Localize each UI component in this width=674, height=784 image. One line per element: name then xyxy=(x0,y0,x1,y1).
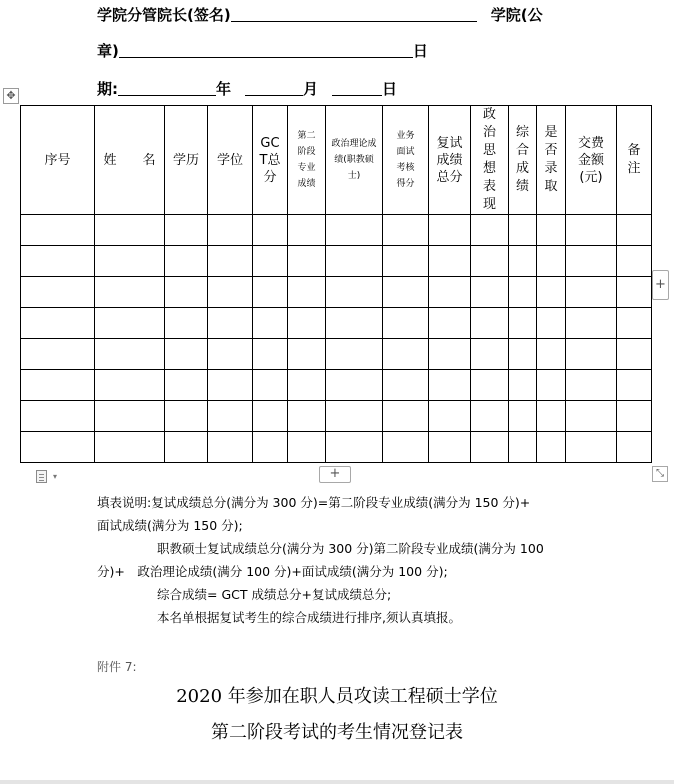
table-cell[interactable] xyxy=(383,215,429,246)
table-cell[interactable] xyxy=(617,370,652,401)
table-cell[interactable] xyxy=(288,246,326,277)
document-options-icon[interactable] xyxy=(36,470,47,483)
table-cell[interactable] xyxy=(208,432,253,463)
header-political-performance[interactable] xyxy=(471,106,509,215)
table-cell[interactable] xyxy=(253,246,288,277)
table-cell[interactable] xyxy=(253,370,288,401)
table-cell[interactable] xyxy=(566,308,617,339)
table-cell[interactable] xyxy=(165,277,208,308)
table-cell[interactable] xyxy=(617,277,652,308)
table-row xyxy=(21,401,652,432)
add-column-button[interactable]: + xyxy=(652,270,669,300)
table-cell[interactable] xyxy=(509,246,537,277)
table-cell[interactable] xyxy=(253,432,288,463)
header-gct[interactable] xyxy=(253,106,288,215)
table-cell[interactable] xyxy=(566,401,617,432)
table-cell[interactable] xyxy=(471,432,509,463)
table-cell[interactable] xyxy=(95,370,165,401)
table-cell[interactable] xyxy=(566,370,617,401)
table-cell[interactable] xyxy=(326,277,383,308)
table-cell[interactable] xyxy=(509,339,537,370)
note-line-3: 职教硕士复试成绩总分(满分为 300 分)第二阶段专业成绩(满分为 100 xyxy=(157,541,544,556)
table-cell[interactable] xyxy=(383,246,429,277)
table-cell[interactable] xyxy=(288,432,326,463)
table-cell[interactable] xyxy=(326,401,383,432)
table-cell[interactable] xyxy=(429,339,471,370)
registration-table xyxy=(20,105,652,463)
table-cell[interactable] xyxy=(537,401,566,432)
table-cell[interactable] xyxy=(566,277,617,308)
table-cell[interactable] xyxy=(383,432,429,463)
table-cell[interactable] xyxy=(537,277,566,308)
note-line-4: 分)+ 政治理论成绩(满分 100 分)+面试成绩(满分为 100 分); xyxy=(97,564,448,579)
table-cell[interactable] xyxy=(383,370,429,401)
header-name[interactable] xyxy=(95,106,165,215)
table-move-icon[interactable]: ✥ xyxy=(3,88,19,104)
table-cell[interactable] xyxy=(566,215,617,246)
table-cell[interactable] xyxy=(288,308,326,339)
header-gct-text: GCT总分 xyxy=(259,135,281,185)
table-cell[interactable] xyxy=(509,401,537,432)
table-cell[interactable] xyxy=(165,215,208,246)
table-cell[interactable] xyxy=(429,277,471,308)
table-row xyxy=(21,215,652,246)
chevron-down-icon[interactable]: ▾ xyxy=(53,472,58,481)
table-resize-icon[interactable]: ⤡ xyxy=(652,466,668,482)
table-cell[interactable] xyxy=(509,277,537,308)
header-composite[interactable] xyxy=(509,106,537,215)
dean-signature-line xyxy=(97,4,543,25)
table-row xyxy=(21,370,652,401)
table-cell[interactable] xyxy=(537,432,566,463)
table-cell[interactable] xyxy=(326,339,383,370)
table-cell[interactable] xyxy=(537,246,566,277)
header-remarks-text: 备注 xyxy=(627,143,641,176)
table-cell[interactable] xyxy=(288,401,326,432)
table-header-row xyxy=(21,106,652,215)
table-cell[interactable] xyxy=(165,246,208,277)
month-label: 月 xyxy=(303,80,319,98)
table-cell[interactable] xyxy=(471,277,509,308)
table-cell[interactable] xyxy=(21,215,95,246)
table-cell[interactable] xyxy=(95,401,165,432)
table-cell[interactable] xyxy=(429,370,471,401)
table-row xyxy=(21,277,652,308)
table-cell[interactable] xyxy=(617,308,652,339)
header-admitted[interactable] xyxy=(537,106,566,215)
table-cell[interactable] xyxy=(429,401,471,432)
table-cell[interactable] xyxy=(566,432,617,463)
table-cell[interactable] xyxy=(21,401,95,432)
table-cell[interactable] xyxy=(95,308,165,339)
table-cell[interactable] xyxy=(288,339,326,370)
table-cell[interactable] xyxy=(429,246,471,277)
table-cell[interactable] xyxy=(537,370,566,401)
table-cell[interactable] xyxy=(288,370,326,401)
header-fee-text: 交费金额(元) xyxy=(577,135,604,185)
table-cell[interactable] xyxy=(509,432,537,463)
header-degree[interactable] xyxy=(208,106,253,215)
header-seq-text: 序号 xyxy=(44,152,71,168)
table-cell[interactable] xyxy=(165,370,208,401)
table-cell[interactable] xyxy=(208,308,253,339)
header-interview-text: 业务面试考核得分 xyxy=(396,131,415,189)
header-interview[interactable] xyxy=(383,106,429,215)
table-cell[interactable] xyxy=(208,277,253,308)
college-seal-label: 学院(公 xyxy=(490,6,543,24)
table-row xyxy=(21,246,652,277)
table-cell[interactable] xyxy=(326,215,383,246)
table-cell[interactable] xyxy=(617,246,652,277)
form-title-line-1: 2020 年参加在职人员攻读工程硕士学位 xyxy=(176,686,498,707)
header-stage2-text: 第二阶段专业成绩 xyxy=(297,131,316,189)
table-cell[interactable] xyxy=(21,277,95,308)
table-cell[interactable] xyxy=(566,339,617,370)
seal-blank[interactable] xyxy=(119,42,413,58)
table-cell[interactable] xyxy=(617,432,652,463)
table-cell[interactable] xyxy=(95,432,165,463)
header-retest-total[interactable] xyxy=(429,106,471,215)
header-education-text: 学历 xyxy=(172,152,199,168)
table-cell[interactable] xyxy=(326,246,383,277)
date-prefix: 期: xyxy=(97,80,118,98)
table-cell[interactable] xyxy=(165,432,208,463)
year-blank[interactable] xyxy=(118,80,216,96)
add-row-button[interactable]: + xyxy=(319,466,351,483)
table-cell[interactable] xyxy=(95,339,165,370)
table-cell[interactable] xyxy=(429,215,471,246)
table-cell[interactable] xyxy=(208,215,253,246)
table-cell[interactable] xyxy=(253,339,288,370)
header-stage2[interactable] xyxy=(288,106,326,215)
day-blank[interactable] xyxy=(332,80,382,96)
table-cell[interactable] xyxy=(326,308,383,339)
table-cell[interactable] xyxy=(208,246,253,277)
table-cell[interactable] xyxy=(383,277,429,308)
table-cell[interactable] xyxy=(429,432,471,463)
table-cell[interactable] xyxy=(21,370,95,401)
note-line-1: 填表说明:复试成绩总分(满分为 300 分)=第二阶段专业成绩(满分为 150 分)+ xyxy=(97,495,531,510)
header-fee[interactable] xyxy=(566,106,617,215)
month-blank[interactable] xyxy=(245,80,303,96)
table-cell[interactable] xyxy=(95,246,165,277)
table-cell[interactable] xyxy=(509,215,537,246)
table-cell[interactable] xyxy=(471,370,509,401)
table-cell[interactable] xyxy=(509,370,537,401)
dean-signature-blank[interactable] xyxy=(231,6,477,22)
table-cell[interactable] xyxy=(95,277,165,308)
table-cell[interactable] xyxy=(326,432,383,463)
table-cell[interactable] xyxy=(383,401,429,432)
table-cell[interactable] xyxy=(208,401,253,432)
table-cell[interactable] xyxy=(617,215,652,246)
table-cell[interactable] xyxy=(383,308,429,339)
header-seq[interactable] xyxy=(21,106,95,215)
table-cell[interactable] xyxy=(253,308,288,339)
table-row xyxy=(21,339,652,370)
table-cell[interactable] xyxy=(21,308,95,339)
table-cell[interactable] xyxy=(165,339,208,370)
table-cell[interactable] xyxy=(537,215,566,246)
table-cell[interactable] xyxy=(21,339,95,370)
table-body xyxy=(21,215,652,463)
table-cell[interactable] xyxy=(537,339,566,370)
table-cell[interactable] xyxy=(95,215,165,246)
table-cell[interactable] xyxy=(208,339,253,370)
table-cell[interactable] xyxy=(165,308,208,339)
table-cell[interactable] xyxy=(617,339,652,370)
header-education[interactable] xyxy=(165,106,208,215)
table-cell[interactable] xyxy=(429,308,471,339)
table-cell[interactable] xyxy=(471,308,509,339)
header-composite-text: 综合成绩 xyxy=(515,125,529,194)
table-cell[interactable] xyxy=(471,339,509,370)
table-cell[interactable] xyxy=(471,215,509,246)
table-cell[interactable] xyxy=(253,401,288,432)
table-cell[interactable] xyxy=(21,246,95,277)
page-bottom-edge xyxy=(0,780,674,784)
table-cell[interactable] xyxy=(253,277,288,308)
header-admitted-text: 是否录取 xyxy=(544,125,558,194)
header-political-performance-text: 政治思想表现 xyxy=(482,107,496,212)
seal-line xyxy=(97,40,428,61)
date-line xyxy=(97,78,397,99)
attachment-label: 附件 7: xyxy=(97,660,137,674)
year-label: 年 xyxy=(216,80,232,98)
header-politics-text: 政治理论成绩(职教硕士) xyxy=(331,139,377,181)
table-cell[interactable] xyxy=(165,401,208,432)
note-line-6: 本名单根据复试考生的综合成绩进行排序,须认真填报。 xyxy=(157,610,461,625)
header-name-text: 姓 名 xyxy=(103,152,156,168)
note-line-2: 面试成绩(满分为 150 分); xyxy=(97,518,243,533)
table-cell[interactable] xyxy=(288,215,326,246)
table-cell[interactable] xyxy=(471,401,509,432)
header-retest-total-text: 复试成绩总分 xyxy=(436,135,463,185)
header-politics[interactable] xyxy=(326,106,383,215)
day-label: 日 xyxy=(382,80,398,98)
table-cell[interactable] xyxy=(471,246,509,277)
table-cell[interactable] xyxy=(383,339,429,370)
table-row xyxy=(21,432,652,463)
table-cell[interactable] xyxy=(326,370,383,401)
header-degree-text: 学位 xyxy=(216,152,243,168)
table-cell[interactable] xyxy=(253,215,288,246)
header-remarks[interactable] xyxy=(617,106,652,215)
table-cell[interactable] xyxy=(288,277,326,308)
table-row xyxy=(21,308,652,339)
seal-label: 章) xyxy=(97,42,119,60)
form-title-line-2: 第二阶段考试的考生情况登记表 xyxy=(211,722,463,743)
seal-day-label: 日 xyxy=(412,42,428,60)
table-cell[interactable] xyxy=(208,370,253,401)
dean-signature-label: 学院分管院长(签名) xyxy=(97,6,231,24)
table-cell[interactable] xyxy=(617,401,652,432)
table-cell[interactable] xyxy=(566,246,617,277)
table-cell[interactable] xyxy=(537,308,566,339)
table-cell[interactable] xyxy=(21,432,95,463)
table-cell[interactable] xyxy=(509,308,537,339)
note-line-5: 综合成绩= GCT 成绩总分+复试成绩总分; xyxy=(157,587,392,602)
